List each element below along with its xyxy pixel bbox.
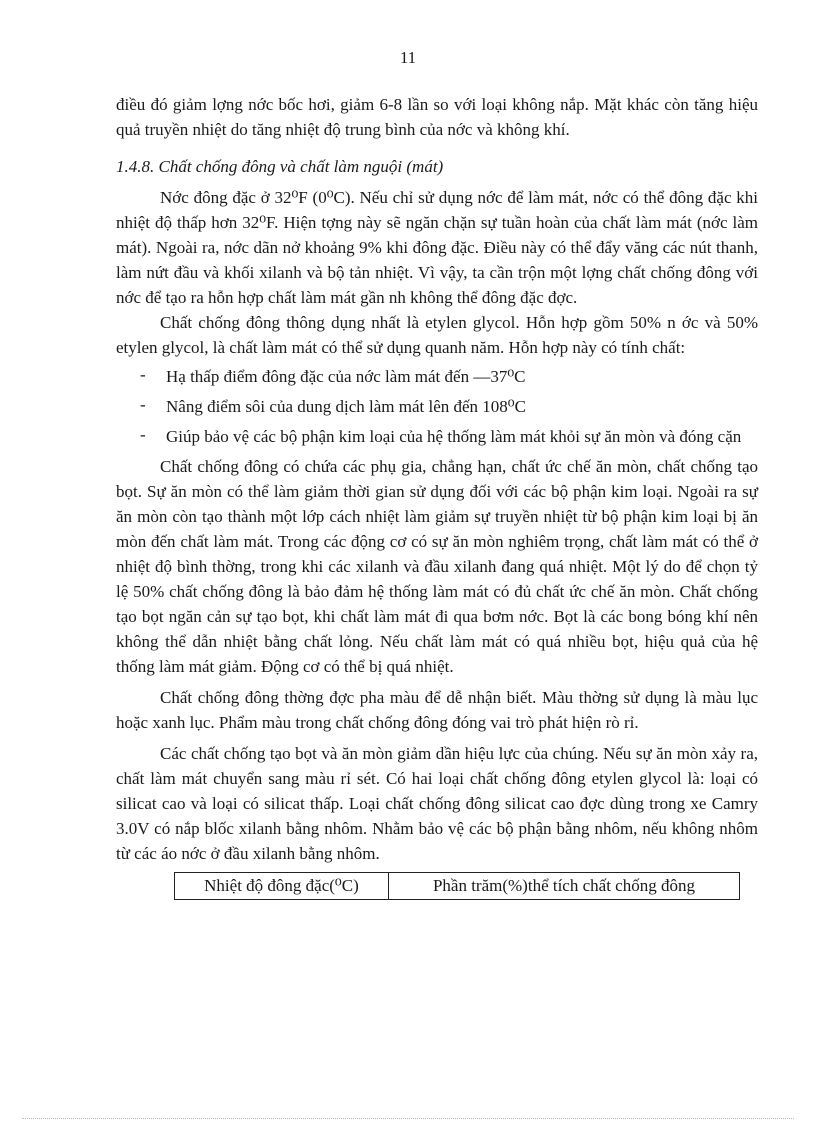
table-header-freezing-point: Nhiệt độ đông đặc(⁰C) xyxy=(175,873,389,900)
dash-bullet: - xyxy=(140,425,146,444)
page-body xyxy=(116,92,758,900)
table-header-row xyxy=(175,873,740,900)
table-header-volume-percent: Phần trăm(%)thể tích chất chống đông xyxy=(388,873,739,900)
paragraph-color: Chất chống đông thờng đợc pha màu để dễ nhận biết. Màu thờng sử dụng là màu lục hoặc xanh lục. Phẩm màu trong chất chống đông đóng vai trò phát hiện rò rỉ. xyxy=(116,688,758,732)
intro-paragraph: điều đó giảm lợng nớc bốc hơi, giảm 6-8 lần so với loại không nắp. Mặt khác còn tăng hiệu quả truyền nhiệt do tăng nhiệt độ trung bình của nớc và không khí. xyxy=(116,95,758,139)
page-bottom-rule xyxy=(22,1118,794,1119)
list-item: - Nâng điểm sôi của dung dịch làm mát lên đến 108⁰C xyxy=(116,394,758,419)
dash-bullet: - xyxy=(140,395,146,414)
dash-bullet: - xyxy=(140,365,146,384)
list-item: - Giúp bảo vệ các bộ phận kim loại của hệ thống làm mát khỏi sự ăn mòn và đóng cặn xyxy=(116,424,758,449)
page-number: 11 xyxy=(399,48,417,67)
properties-list xyxy=(116,364,758,449)
paragraph-ethylene-glycol: Chất chống đông thông dụng nhất là etylen glycol. Hỗn hợp gồm 50% n ớc và 50% etylen glycol, là chất làm mát có thể sử dụng quanh năm. Hỗn hợp này có tính chất: xyxy=(116,313,758,357)
paragraph-additives: Chất chống đông có chứa các phụ gia, chẳng hạn, chất ức chế ăn mòn, chất chống tạo bọt. Sự ăn mòn có thể làm giảm thời gian sử dụng đối với các bộ phận kim loại. Ngoài ra sự ăn mòn còn tạo thành một lớp cách nhiệt làm giảm sự truyền nhiệt từ bộ phận kim loại bị ăn mòn đến chất làm mát. Trong các động cơ có sự ăn mòn nghiêm trọng, chất làm mát có thể ở nhiệt độ bình thờng, trong khi các xilanh và đầu xilanh đang quá nhiệt. Một lý do để chọn tỷ lệ 50% chất chống đông là bảo đảm hệ thống làm mát có đủ chất ức chế ăn mòn. Chất chống tạo bọt ngăn cản sự tạo bọt, khi chất làm mát đi qua bơm nớc. Bọt là các bong bóng khí nên không thể dẫn nhiệt bằng chất lỏng. Nếu chất làm mát có quá nhiều bọt, hiệu quả của hệ thống làm mát giảm. Động cơ có thể bị quá nhiệt. xyxy=(116,457,758,676)
paragraph-silicate: Các chất chống tạo bọt và ăn mòn giảm dần hiệu lực của chúng. Nếu sự ăn mòn xảy ra, chất làm mát chuyển sang màu rỉ sét. Có hai loại chất chống đông etylen glycol là: loại có silicat cao và loại có silicat thấp. Loại chất chống đông silicat cao đợc dùng trong xe Camry 3.0V có nắp blốc xilanh bằng nhôm. Nhằm bảo vệ các bộ phận bằng nhôm, nếu không nhôm từ các áo nớc ở đầu xilanh bằng nhôm. xyxy=(116,744,758,863)
section-heading: 1.4.8. Chất chống đông và chất làm nguội (mát) xyxy=(116,157,444,176)
list-item: - Hạ thấp điểm đông đặc của nớc làm mát đến —37⁰C xyxy=(116,364,758,389)
paragraph-freezing-point: Nớc đông đặc ở 32⁰F (0⁰C). Nếu chỉ sử dụng nớc để làm mát, nớc có thể đông đặc khi nhiệt độ thấp hơn 32⁰F. Hiện tợng này sẽ ngăn chặn sự tuần hoàn của chất làm mát (nớc làm mát). Ngoài ra, nớc dãn nở khoảng 9% khi đông đặc. Điều này có thể đẩy văng các nút thanh, làm nứt đầu và khối xilanh và bộ tản nhiệt. Vì vậy, ta cần trộn một lợng chất chống đông với nớc để tạo ra hỗn hợp chất làm mát gần nh không thể đông đặc đợc. xyxy=(116,188,758,307)
freezing-table xyxy=(174,872,758,900)
